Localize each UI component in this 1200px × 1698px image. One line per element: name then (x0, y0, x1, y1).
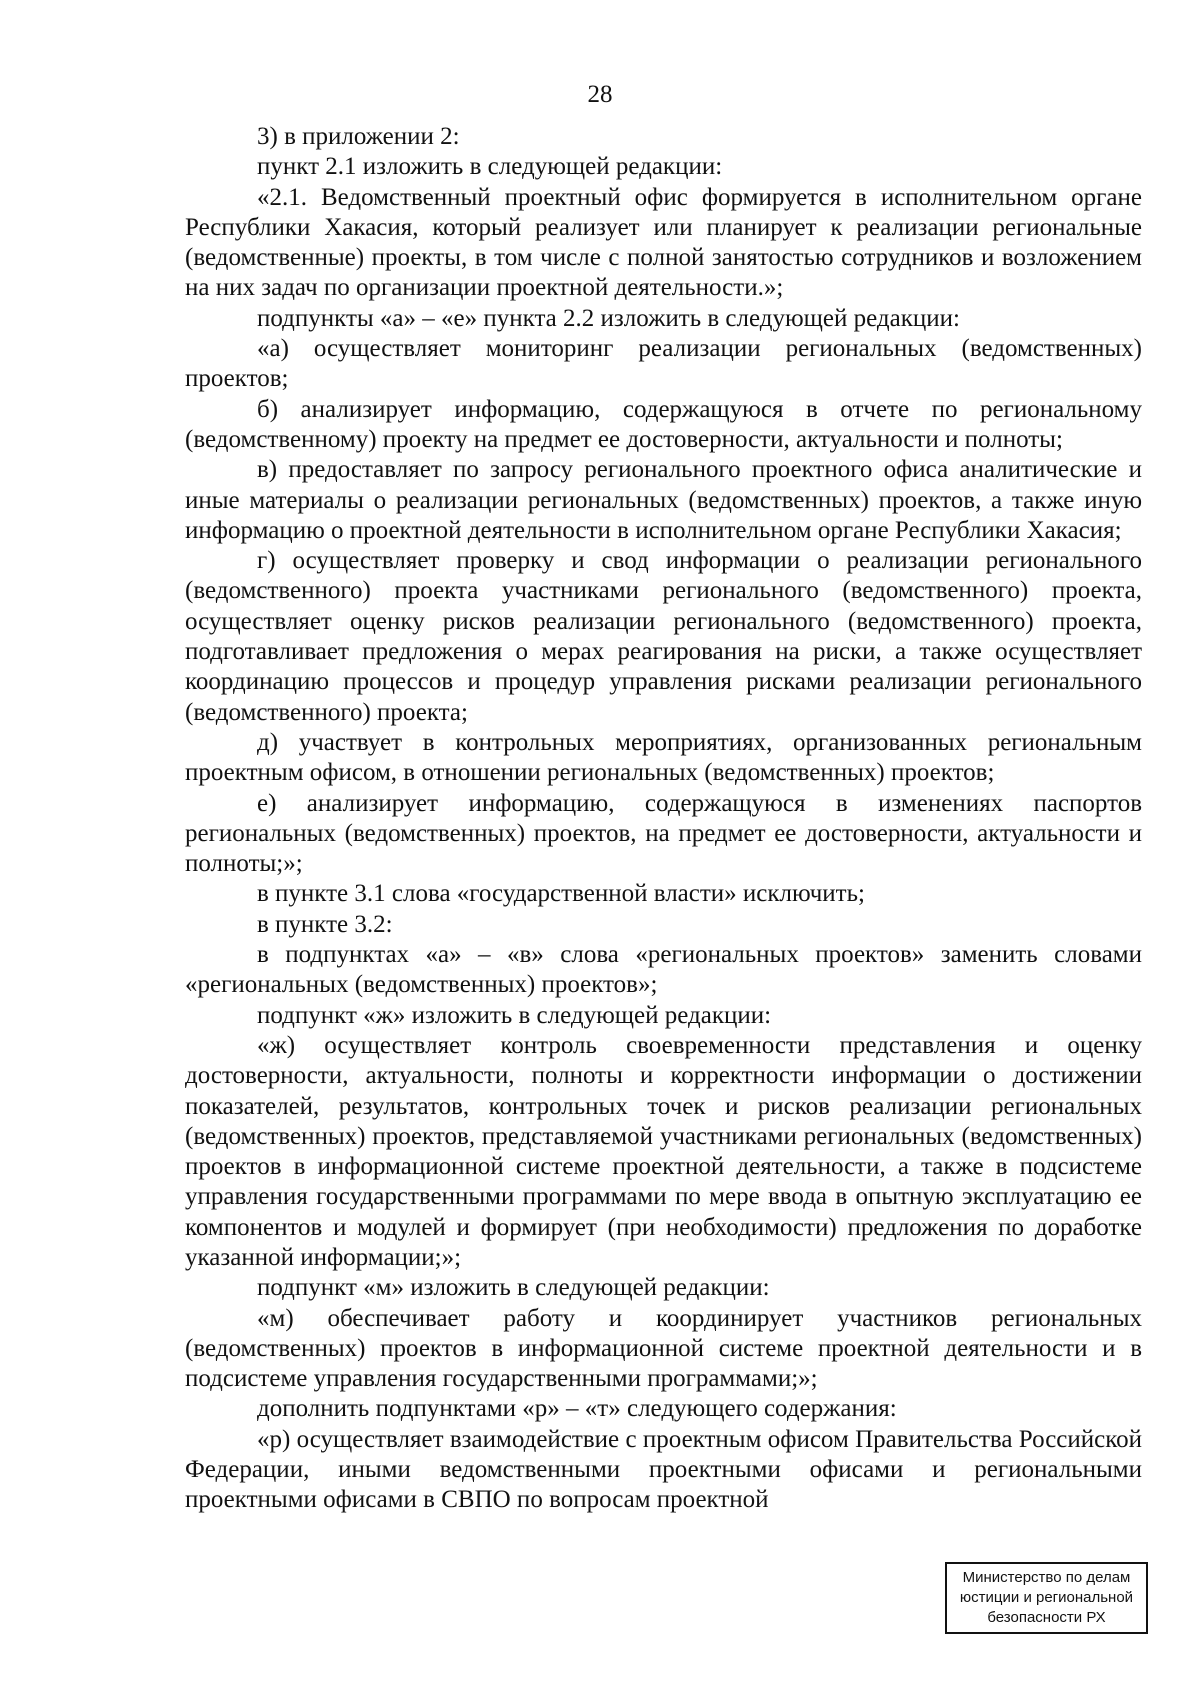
paragraph: «ж) осуществляет контроль своевременности представления и оценку достоверности, актуальности, полноты и корректности информации о достижении показателей, результатов, контрольных точек и рисков реализации региональных (ведомственных) проектов, представляемой участниками региональных (ведомственных) проектов в информационной системе проектной деятельности, а также в подсистеме управления государственными программами по мере ввода в опытную эксплуатацию ее компонентов и модулей и формирует (при необходимости) предложения по доработке указанной информации;»; (185, 1031, 1142, 1271)
paragraph: в пункте 3.2: (257, 910, 393, 938)
paragraph: б) анализирует информацию, содержащуюся в отчете по региональному (ведомственному) проекту на предмет ее достоверности, актуальности и полноты; (185, 395, 1142, 453)
paragraph: «м) обеспечивает работу и координирует участников региональных (ведомственных) проектов в информационной системе проектной деятельности и в подсистеме управления государственными программами;»; (185, 1304, 1142, 1393)
paragraph: подпункт «ж» изложить в следующей редакции: (257, 1001, 772, 1029)
paragraph: «р) осуществляет взаимодействие с проектным офисом Правительства Российской Федерации, иными ведомственными проектными офисами и региональными проектными офисами в СВПО по вопросам проектной (185, 1425, 1142, 1514)
page-number: 28 (587, 81, 613, 108)
paragraph: подпункт «м» изложить в следующей редакции: (257, 1274, 770, 1302)
paragraph: «а) осуществляет мониторинг реализации региональных (ведомственных) проектов; (185, 335, 1142, 393)
paragraph: пункт 2.1 изложить в следующей редакции: (257, 153, 723, 181)
paragraph: дополнить подпунктами «р» – «т» следующего содержания: (257, 1395, 897, 1423)
paragraph: в пункте 3.1 слова «государственной власти» исключить; (257, 880, 865, 908)
paragraph: д) участвует в контрольных мероприятиях, организованных региональным проектным офисом, в отношении региональных (ведомственных) проектов; (185, 728, 1142, 787)
paragraph: е) анализирует информацию, содержащуюся в изменениях паспортов региональных (ведомственных) проектов, на предмет ее достоверности, актуальности и полноты;»; (185, 789, 1142, 878)
stamp-line: юстиции и региональной (959, 1589, 1134, 1606)
paragraph: 3) в приложении 2: (257, 123, 460, 150)
document-body (185, 122, 1142, 1516)
paragraph: «2.1. Ведомственный проектный офис формируется в исполнительном органе Республики Хакасия, который реализует или планирует к реализации региональные (ведомственные) проекты, в том числе с полной занятостью сотрудников и возложением на них задач по организации проектной деятельности.»; (185, 183, 1142, 302)
ministry-stamp (945, 1562, 1148, 1634)
stamp-line: Министерство по делам (962, 1569, 1131, 1586)
paragraph: подпункты «а» – «е» пункта 2.2 изложить в следующей редакции: (257, 304, 960, 332)
paragraph: в) предоставляет по запросу регионального проектного офиса аналитические и иные материалы о реализации региональных (ведомственных) проектов, а также иную информацию о проектной деятельности в исполнительном органе Республики Хакасия; (185, 456, 1142, 544)
paragraph: г) осуществляет проверку и свод информации о реализации регионального (ведомственного) проекта участниками регионального (ведомственного) проекта, осуществляет оценку рисков реализации регионального (ведомственного) проекта, подготавливает предложения о мерах реагирования на риски, а также осуществляет координацию процессов и процедур управления рисками реализации регионального (ведомственного) проекта; (185, 547, 1142, 726)
paragraph: в подпунктах «а» – «в» слова «региональных проектов» заменить словами «региональных (ведомственных) проектов»; (185, 941, 1142, 999)
stamp-line: безопасности РХ (987, 1609, 1106, 1626)
